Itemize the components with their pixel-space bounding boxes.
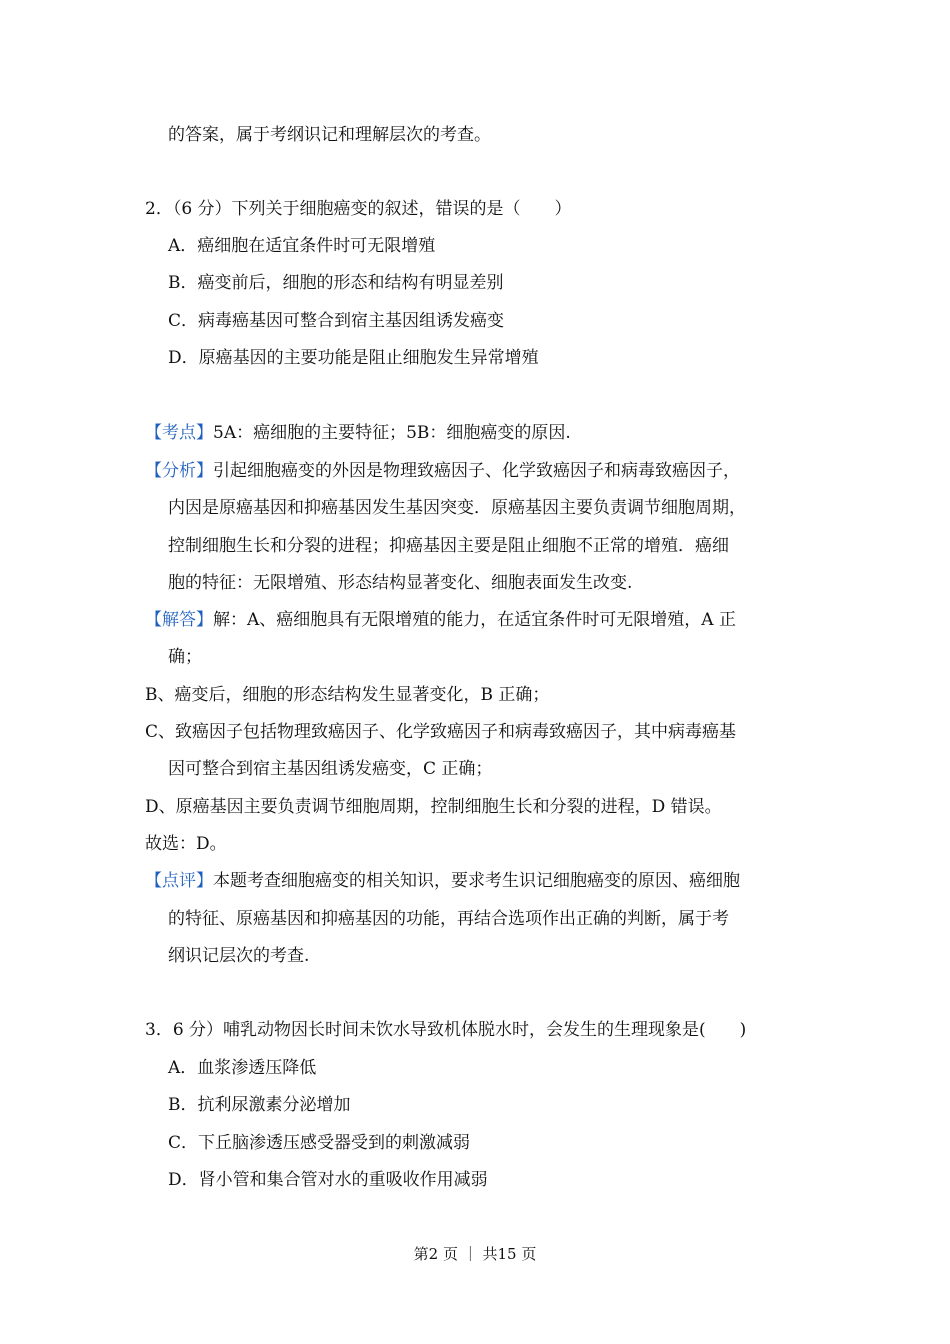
fenxi-tag: 【分析】 <box>145 461 213 481</box>
fenxi-line-4: 胞的特征：无限增殖、形态结构显著变化、细胞表面发生改变. <box>168 573 633 593</box>
question-2-stem: 2．（6 分）下列关于细胞癌变的叙述，错误的是（ ） <box>145 199 572 219</box>
dianping-line-2: 的特征、原癌基因和抑癌基因的功能，再结合选项作出正确的判断，属于考 <box>168 909 729 929</box>
fenxi-line-2: 内因是原癌基因和抑癌基因发生基因突变．原癌基因主要负责调节细胞周期， <box>168 498 746 518</box>
jieda-line-1: 解：A、癌细胞具有无限增殖的能力，在适宜条件时可无限增殖，A 正 <box>213 610 736 630</box>
fenxi-line-1: 引起细胞癌变的外因是物理致癌因子、化学致癌因子和病毒致癌因子， <box>213 461 740 481</box>
jieda-line-2: 确； <box>168 647 202 667</box>
question-2-option-a: A．癌细胞在适宜条件时可无限增殖 <box>168 236 436 256</box>
question-3-option-a: A．血浆渗透压降低 <box>168 1058 317 1078</box>
kaodian-row <box>145 422 571 444</box>
kaodian-tag: 【考点】 <box>145 423 213 443</box>
kaodian-text: 5A：癌细胞的主要特征；5B：细胞癌变的原因. <box>213 423 571 443</box>
jieda-line-7: 故选：D。 <box>145 834 227 854</box>
jieda-line-6: D、原癌基因主要负责调节细胞周期，控制细胞生长和分裂的进程，D 错误。 <box>145 797 722 817</box>
fenxi-line-3: 控制细胞生长和分裂的进程；抑癌基因主要是阻止细胞不正常的增殖．癌细 <box>168 536 729 556</box>
jieda-row <box>145 609 736 631</box>
dianping-row <box>145 870 740 892</box>
question-2-option-d: D．原癌基因的主要功能是阻止细胞发生异常增殖 <box>168 348 539 368</box>
jieda-line-4: C、致癌因子包括物理致癌因子、化学致癌因子和病毒致癌因子，其中病毒癌基 <box>145 722 737 742</box>
dianping-tag: 【点评】 <box>145 871 213 891</box>
question-2-option-b: B．癌变前后，细胞的形态和结构有明显差别 <box>168 273 504 293</box>
jieda-tag: 【解答】 <box>145 610 213 630</box>
continuation-text: 的答案，属于考纲识记和理解层次的考查。 <box>168 125 491 145</box>
question-3-option-b: B．抗利尿激素分泌增加 <box>168 1095 351 1115</box>
question-3-option-d: D．肾小管和集合管对水的重吸收作用减弱 <box>168 1170 488 1190</box>
page-footer: 第2 页 ｜ 共15 页 <box>413 1245 537 1263</box>
question-3-stem: 3．6 分）哺乳动物因长时间未饮水导致机体脱水时，会发生的生理现象是( ) <box>145 1020 747 1040</box>
question-2-option-c: C．病毒癌基因可整合到宿主基因组诱发癌变 <box>168 311 505 331</box>
dianping-line-1: 本题考查细胞癌变的相关知识，要求考生识记细胞癌变的原因、癌细胞 <box>213 871 740 891</box>
fenxi-row <box>145 460 740 482</box>
jieda-line-5: 因可整合到宿主基因组诱发癌变，C 正确； <box>168 759 493 779</box>
question-3-option-c: C．下丘脑渗透压感受器受到的刺激减弱 <box>168 1133 471 1153</box>
jieda-line-3: B、癌变后，细胞的形态结构发生显著变化，B 正确； <box>145 685 550 705</box>
dianping-line-3: 纲识记层次的考查. <box>168 946 310 966</box>
